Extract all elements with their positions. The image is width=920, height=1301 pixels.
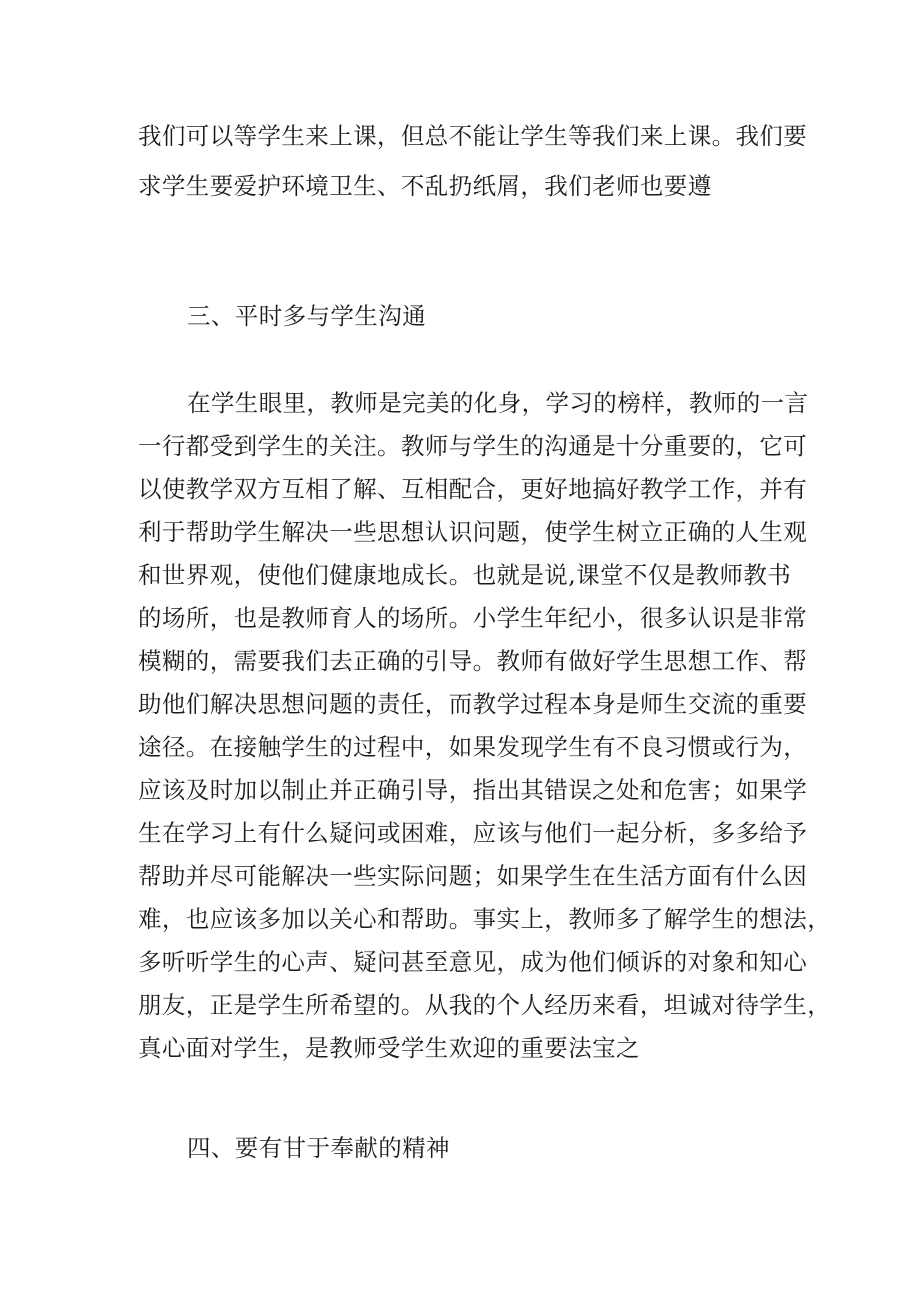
section-heading: 三、平时多与学生沟通 — [187, 302, 426, 330]
section-heading: 四、要有甘于奉献的精神 — [187, 1134, 450, 1162]
paragraph-line: 利于帮助学生解决一些思想认识问题，使学生树立正确的人生观 — [138, 518, 808, 546]
paragraph-line: 朋友，正是学生所希望的。从我的个人经历来看，坦诚对待学生， — [138, 991, 832, 1019]
paragraph-line: 难，也应该多加以关心和帮助。事实上，教师多了解学生的想法， — [138, 905, 832, 933]
paragraph-line: 的场所，也是教师育人的场所。小学生年纪小，很多认识是非常 — [138, 604, 808, 632]
paragraph-line: 求学生要爱护环境卫生、不乱扔纸屑，我们老师也要遵 — [138, 172, 712, 200]
paragraph-line: 多听听学生的心声、疑问甚至意见，成为他们倾诉的对象和知心 — [138, 948, 808, 976]
paragraph-line: 和世界观，使他们健康地成长。也就是说,课堂不仅是教师教书 — [138, 561, 792, 589]
paragraph-line: 在学生眼里，教师是完美的化身，学习的榜样，教师的一言 — [187, 389, 809, 417]
paragraph-line: 真心面对学生，是教师受学生欢迎的重要法宝之 — [138, 1034, 640, 1062]
paragraph-line: 应该及时加以制止并正确引导，指出其错误之处和危害；如果学 — [138, 776, 808, 804]
paragraph-line: 帮助并尽可能解决一些实际问题；如果学生在生活方面有什么因 — [138, 862, 808, 890]
paragraph-line: 我们可以等学生来上课，但总不能让学生等我们来上课。我们要 — [138, 122, 808, 150]
paragraph-line: 以使教学双方互相了解、互相配合，更好地搞好教学工作，并有 — [138, 475, 808, 503]
paragraph-line: 助他们解决思想问题的责任，而教学过程本身是师生交流的重要 — [138, 690, 808, 718]
paragraph-line: 一行都受到学生的关注。教师与学生的沟通是十分重要的，它可 — [138, 432, 808, 460]
paragraph-line: 途径。在接触学生的过程中，如果发现学生有不良习惯或行为， — [138, 733, 808, 761]
paragraph-line: 生在学习上有什么疑问或困难，应该与他们一起分析，多多给予 — [138, 819, 808, 847]
paragraph-line: 模糊的，需要我们去正确的引导。教师有做好学生思想工作、帮 — [138, 647, 808, 675]
